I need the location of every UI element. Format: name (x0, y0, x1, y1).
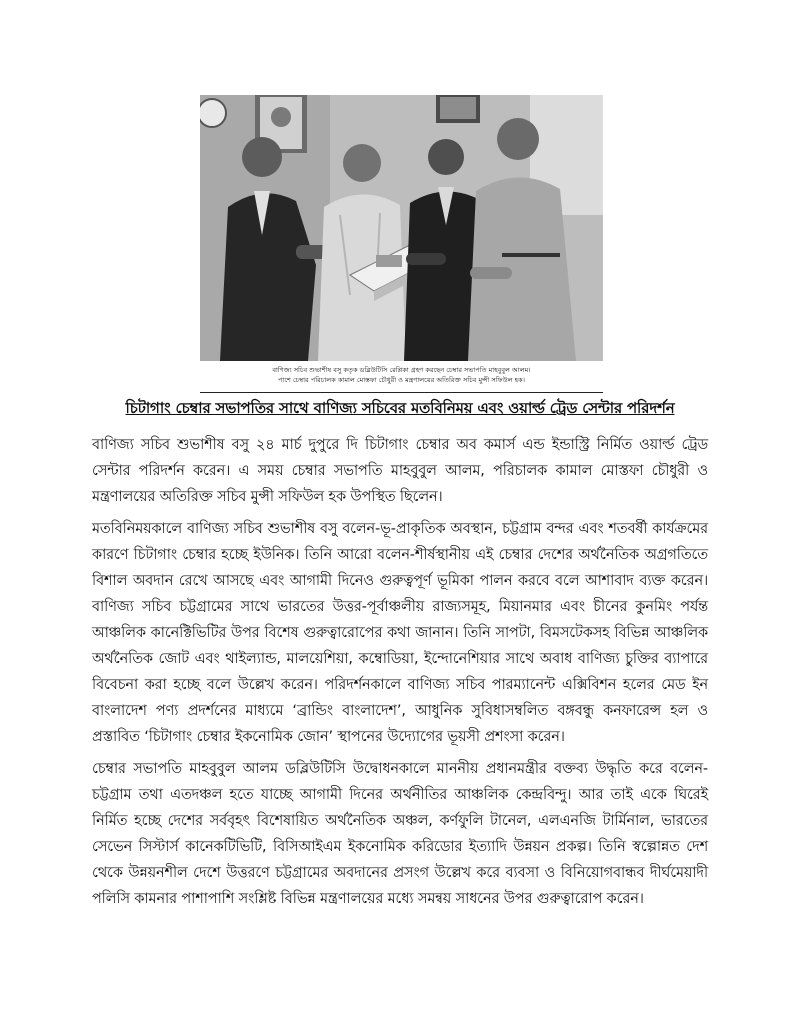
photo-caption-line-2: পাশে চেম্বার পরিচালক কামাল মোস্তফা চৌধুরী ও মন্ত্রণালয়ের অতিরিক্ত সচিব মুন্সী সফিউল হক। (277, 376, 526, 384)
headline-divider (200, 392, 603, 393)
article-paragraph-2: মতবিনিময়কালে বাণিজ্য সচিব শুভাশীষ বসু বলেন-ভূ-প্রাকৃতিক অবস্থান, চট্টগ্রাম বন্দর এবং শতবর্ষী কার্যক্রমের কারণে চিটাগাং চেম্বার হচ্ছে ইউনিক। তিনি আরো বলেন-শীর্ষস্থানীয় এই চেম্বার দেশের অর্থনৈতিক অগ্রগতিতে বিশাল অবদান রেখে আসছে এবং আগামী দিনেও গুরুত্বপূর্ণ ভূমিকা পালন করবে বলে আশাবাদ ব্যক্ত করেন। বাণিজ্য সচিব চট্টগ্রামের সাথে ভারতের উত্তর-পূর্বাঞ্চলীয় রাজ্যসমূহ, মিয়ানমার এবং চীনের কুনমিং পর্যন্ত আঞ্চলিক কানেক্টিভিটির উপর বিশেষ গুরুত্বারোপের কথা জানান। তিনি সাপটা, বিমসটেকসহ বিভিন্ন আঞ্চলিক অর্থনৈতিক জোট এবং থাইল্যান্ড, মালয়েশিয়া, কম্বোডিয়া, ইন্দোনেশিয়ার সাথে অবাধ বাণিজ্য চুক্তির ব্যাপারে বিবেচনা করা হচ্ছে বলে উল্লেখ করেন। পরিদর্শনকালে বাণিজ্য সচিব পারম্যানেন্ট এক্সিবিশন হলের মেড ইন বাংলাদেশ পণ্য প্রদর্শনের মাধ্যমে ‘ব্রান্ডিং বাংলাদেশ’, আধুনিক সুবিধাসম্বলিত বঙ্গবন্ধু কনফারেন্স হল ও প্রস্তাবিত ‘চিটাগাং চেম্বার ইকনোমিক জোন’ স্থাপনের উদ্যোগের ভূয়সী প্রশংসা করেন। (92, 521, 708, 745)
article-headline: চিটাগাং চেম্বার সভাপতির সাথে বাণিজ্য সচিবের মতবিনিময় এবং ওয়ার্ল্ড ট্রেড সেন্টার পরিদর্শন (125, 399, 675, 417)
article-paragraph-1: বাণিজ্য সচিব শুভাশীষ বসু ২৪ মার্চ দুপুরে দি চিটাগাং চেম্বার অব কমার্স এন্ড ইন্ডাস্ট্রি নির্মিত ওয়ার্ল্ড ট্রেড সেন্টার পরিদর্শন করেন। এ সময় চেম্বার সভাপতি মাহবুবুল আলম, পরিচালক কামাল মোস্তফা চৌধুরী ও মন্ত্রণালয়ের অতিরিক্ত সচিব মুন্সী সফিউল হক উপস্থিত ছিলেন। (92, 437, 708, 505)
photo-caption (200, 361, 603, 391)
news-photo-image (200, 95, 603, 361)
article-paragraph-3: চেম্বার সভাপতি মাহবুবুল আলম ডব্লিউটিসি উদ্বোধনকালে মাননীয় প্রধানমন্ত্রীর বক্তব্য উদ্ধৃতি করে বলেন-চট্টগ্রাম তথা এতদঞ্চল হতে যাচ্ছে আগামী দিনের অর্থনীতির আঞ্চলিক কেন্দ্রবিন্দু। আর তাই একে ঘিরেই নির্মিত হচ্ছে দেশের সর্ববৃহৎ বিশেষায়িত অর্থনৈতিক অঞ্চল, কর্ণফুলি টানেল, এলএনজি টার্মিনাল, ভারতের সেভেন সিস্টার্স কানেকটিভিটি, বিসিআইএম ইকনোমিক করিডোর ইত্যাদি উন্নয়ন প্রকল্প। তিনি স্বল্পোন্নত দেশ থেকে উন্নয়নশীল দেশে উত্তরণে চট্টগ্রামের অবদানের প্রসংগ উল্লেখ করে ব্যবসা ও বিনিয়োগবান্ধব দীর্ঘমেয়াদী পলিসি কামনার পাশাপাশি সংশ্লিষ্ট বিভিন্ন মন্ত্রণালয়ের মধ্যে সমন্বয় সাধনের উপর গুরুত্বারোপ করেন। (92, 761, 708, 907)
photo-caption-line-1: বাণিজ্য সচিব শুভাশীষ বসু কতৃক ডব্লিউটিসি রেপ্লিকা গ্রহণ করছেন চেম্বার সভাপতি মাহবুবুল আলম। (272, 366, 531, 374)
news-photo (200, 95, 603, 391)
